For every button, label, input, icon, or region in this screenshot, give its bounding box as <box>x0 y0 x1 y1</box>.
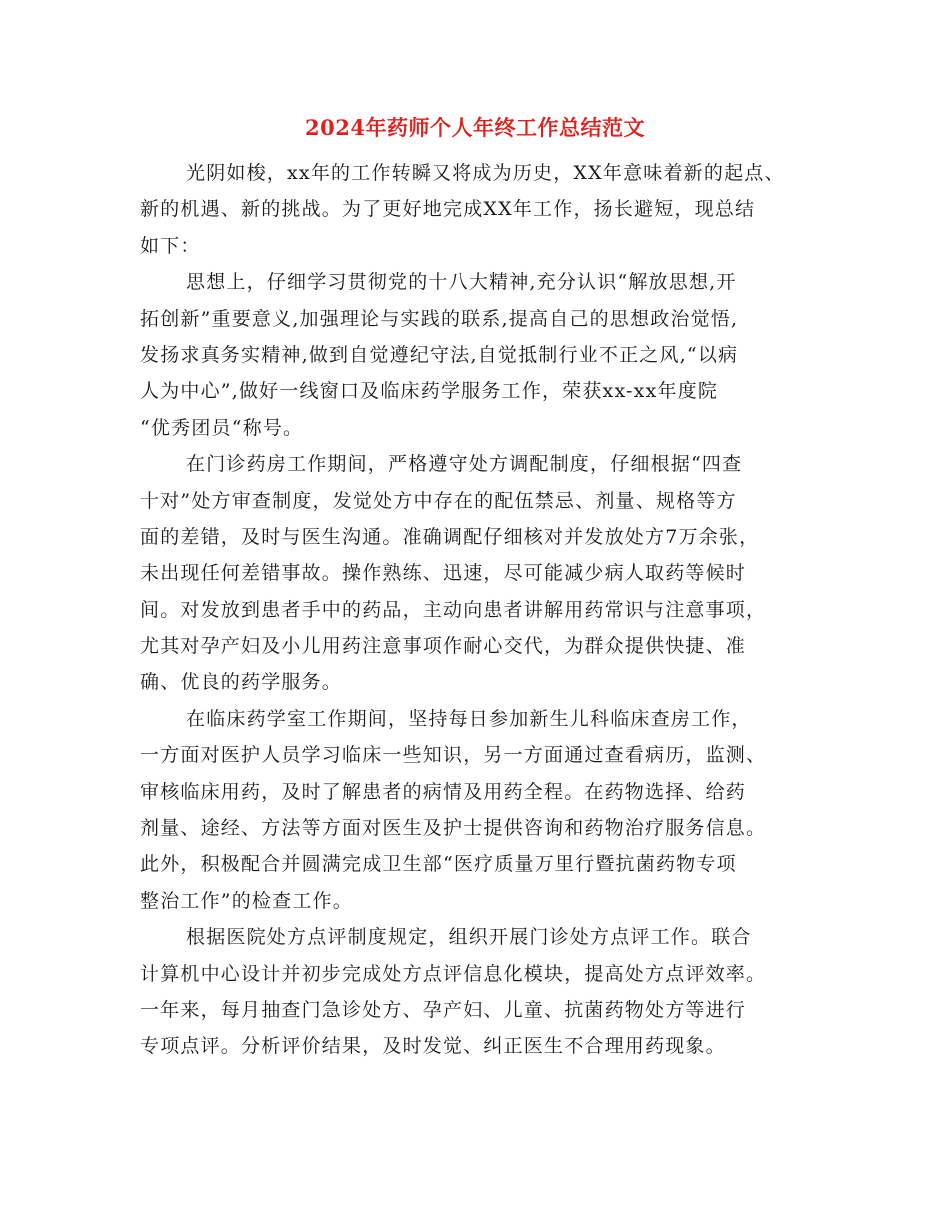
text-line: 尤其对孕产妇及小儿用药注意事项作耐心交代，为群众提供快捷、准 <box>140 635 747 658</box>
paragraph <box>140 701 830 919</box>
text-line: “优秀团员“称号。 <box>140 416 304 439</box>
paragraph <box>140 446 830 701</box>
text-line: 面的差错，及时与医生沟通。准确调配仔细核对并发放处方7万余张， <box>140 525 760 548</box>
text-line: 计算机中心设计并初步完成处方点评信息化模块，提高处方点评效率。 <box>140 962 767 985</box>
paragraph <box>140 919 830 1065</box>
text-line: 专项点评。分析评价结果，及时发觉、纠正医生不合理用药现象。 <box>140 1035 726 1058</box>
text-line: 十对”处方审查制度，发觉处方中存在的配伍禁忌、剂量、规格等方 <box>140 489 737 512</box>
paragraph <box>140 155 830 264</box>
document-title: 2024年药师个人年终工作总结范文 <box>305 115 645 140</box>
text-line: 如下： <box>140 234 201 257</box>
text-line: 一年来，每月抽查门急诊处方、孕产妇、儿童、抗菌药物处方等进行 <box>140 998 747 1021</box>
text-line: 在临床药学室工作期间，坚持每日参加新生儿科临床查房工作， <box>186 707 752 730</box>
text-line: 未出现任何差错事故。操作熟练、迅速，尽可能减少病人取药等候时 <box>140 562 747 585</box>
paragraph <box>140 264 830 446</box>
text-line: 确、优良的药学服务。 <box>140 671 343 694</box>
text-line: 思想上，仔细学习贯彻党的十八大精神,充分认识“解放思想,开 <box>186 271 737 294</box>
text-line: 新的机遇、新的挑战。为了更好地完成XX年工作，扬长避短，现总结 <box>140 198 756 221</box>
text-line: 根据医院处方点评制度规定，组织开展门诊处方点评工作。联合 <box>186 926 752 949</box>
text-line: 整治工作”的检查工作。 <box>140 889 353 912</box>
text-line: 此外，积极配合并圆满完成卫生部“医疗质量万里行暨抗菌药物专项 <box>140 853 737 876</box>
text-line: 一方面对医护人员学习临床一些知识，另一方面通过查看病历，监测、 <box>140 744 767 767</box>
text-line: 光阴如梭，xx年的工作转瞬又将成为历史，XX年意味着新的起点、 <box>186 162 785 184</box>
text-line: 间。对发放到患者手中的药品，主动向患者讲解用药常识与注意事项， <box>140 598 767 621</box>
text-line: 剂量、途经、方法等方面对医生及护士提供咨询和药物治疗服务信息。 <box>140 817 767 840</box>
document-body <box>140 155 830 1065</box>
text-line: 拓创新”重要意义,加强理论与实践的联系,提高自己的思想政治觉悟, <box>140 307 739 330</box>
text-line: 在门诊药房工作期间，严格遵守处方调配制度，仔细根据“四查 <box>186 453 743 476</box>
text-line: 人为中心”,做好一线窗口及临床药学服务工作，荣获xx-xx年度院 <box>140 380 719 403</box>
text-line: 发扬求真务实精神,做到自觉遵纪守法,自觉抵制行业不正之风,“以病 <box>140 343 739 366</box>
text-line: 审核临床用药，及时了解患者的病情及用药全程。在药物选择、给药 <box>140 780 747 803</box>
